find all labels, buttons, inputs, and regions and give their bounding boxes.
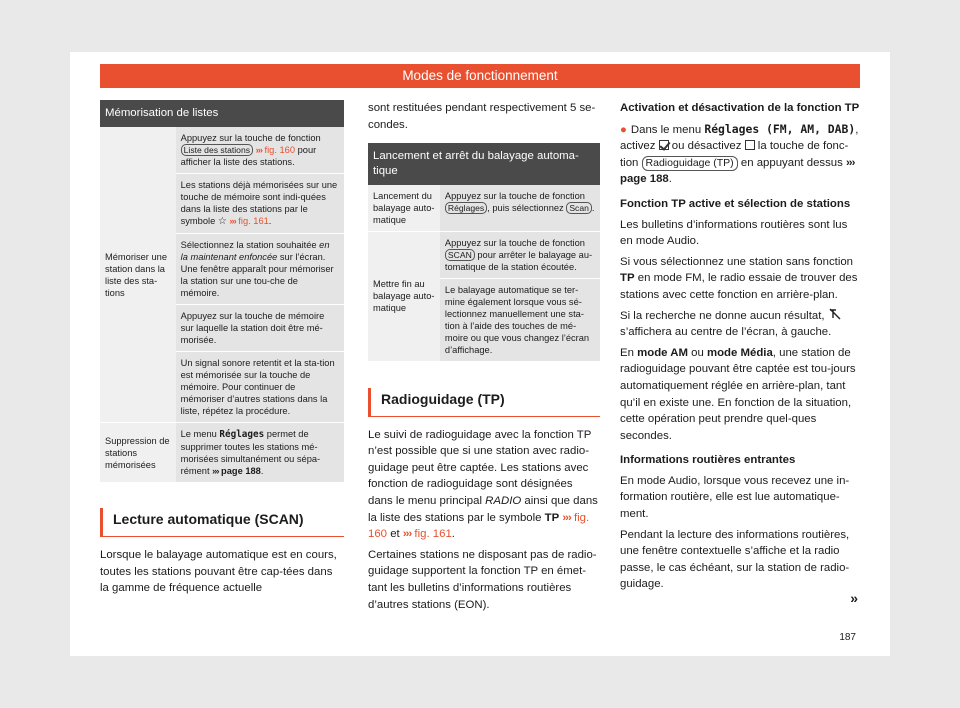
scan-button-icon: SCAN [445, 249, 475, 261]
column-left [100, 100, 344, 601]
scan-table [368, 143, 600, 362]
scan-heading: Lecture automatique (SCAN) [100, 508, 344, 537]
table-cell-step: Un signal sonore retentit et la sta-tion est mémorisée sur la touche de mémoire. Pour continuer de mémoriser d’autres stations dans la liste, répétez la procédure. [176, 352, 344, 423]
table-row-label: Suppression de stations mémorisées [100, 423, 176, 483]
table-cell-step: Sélectionnez la station souhaitée en la maintenant enfoncée sur l’écran. Une fenêtre apparaît pour mémoriser la station sur une tou-che de mémoire. [176, 234, 344, 305]
scan-key: Scan [566, 202, 592, 214]
continue-marker: » [850, 590, 858, 606]
heading-incoming: Informations routières entrantes [620, 454, 796, 467]
paragraph: Pendant la lecture des informations routières, une fenêtre contextuelle s’affiche et la radio passe, le cas échéant, sur la station de radio-guidage. [620, 528, 850, 591]
table-row-label: Mettre fin au balayage auto-matique [368, 232, 440, 362]
activation-bullet: ● Dans le menu Réglages (FM, AM, DAB), activez ou désactivez la touche de fonc-tion Radioguidage (TP) en appuyant dessus ››› page 188. [620, 121, 859, 186]
no-tp-icon [828, 308, 842, 320]
scan-paragraph: Lorsque le balayage automatique est en cours, toutes les stations pouvant être cap-tées dans la gamme de fréquence actuelle [100, 549, 337, 595]
tp-paragraph: Le suivi de radioguidage avec la fonction TP n’est possible que si une station avec radio-guidage peut être captée. Les stations avec fonction de radioguidage sont désignées dans le menu principal RADIO ainsi que dans la liste des stations par le symbole TP ››› fig. 160 et ››› fig. 161. [368, 428, 598, 541]
scan-paragraph-continued: sont restituées pendant respectivement 5 se-condes. [368, 102, 596, 131]
table-cell-step: Appuyez sur la touche de fonction Réglages , puis sélectionnez Scan . [440, 185, 600, 232]
list-memory-table [100, 100, 344, 482]
table-title: Lancement et arrêt du balayage automa-tique [368, 143, 600, 185]
table-cell-step: Les stations déjà mémorisées sur une touche de mémoire sont indi-quées dans la liste des stations par le symbole ☆ ››› fig. 161. [176, 174, 344, 234]
tp-key: Radioguidage (TP) [642, 156, 738, 171]
checkbox-empty-icon [745, 140, 755, 150]
table-cell-step: Le menu Réglages permet de supprimer toutes les stations mé-morisées simultanément ou sépa-rément ››› page 188. [176, 423, 344, 483]
paragraph: En mode AM ou mode Média, une station de radioguidage pouvant être captée est tou-jours automatiquement réglée en arrière-plan, tant qu’il en existe une. En fonction de la situation, cette opération peut prendre quel-ques secondes. [620, 346, 856, 442]
tp-paragraph-eon: Certaines stations ne disposant pas de radio-guidage supportent la fonction TP en émet-tant les bulletins d’informations routières d’autres stations (EON). [368, 548, 597, 611]
column-right [620, 100, 860, 597]
star-icon: ☆ [217, 216, 227, 227]
list-stations-key: Liste des stations [181, 144, 253, 156]
settings-key: Réglages [445, 202, 487, 214]
table-cell-step: Appuyez sur la touche de fonction SCAN pour arrêter le balayage au-tomatique de la station écoutée. [440, 232, 600, 279]
section-banner: Modes de fonctionnement [100, 64, 860, 88]
checkbox-checked-icon [659, 140, 669, 150]
paragraph: Les bulletins d’informations routières sont lus en mode Audio. [620, 218, 848, 248]
paragraph: En mode Audio, lorsque vous recevez une in-formation routière, elle est lue automatique-ment. [620, 474, 850, 521]
table-cell-step: Appuyez sur la touche de fonction Liste des stations ››› fig. 160 pour afficher la liste des stations. [176, 127, 344, 174]
table-cell-step: Appuyez sur la touche de mémoire sur laquelle la station doit être mé-morisée. [176, 305, 344, 352]
manual-page [70, 52, 890, 656]
tp-heading: Radioguidage (TP) [368, 388, 600, 417]
bullet-icon: ● [620, 123, 627, 136]
column-middle [368, 100, 600, 617]
page-number: 187 [839, 632, 856, 643]
table-row-label: Lancement du balayage auto-matique [368, 185, 440, 232]
table-row-label: Mémoriser une station dans la liste des sta-tions [100, 127, 176, 423]
heading-activation: Activation et désactivation de la fonction TP [620, 102, 860, 114]
table-title: Mémorisation de listes [100, 100, 344, 127]
paragraph: Si vous sélectionnez une station sans fonction TP en mode FM, le radio essaie de trouver des stations avec cette fonction en arrière-plan. [620, 255, 858, 301]
heading-tp-active: Fonction TP active et sélection de stations [620, 197, 851, 210]
table-cell-step: Le balayage automatique se ter-mine également lorsque vous sé-lectionnez manuellement une sta-tion à l’aide des touches de mé-moire ou que vous changez l’écran d’affichage. [440, 279, 600, 362]
paragraph: Si la recherche ne donne aucun résultat, s’affichera au centre de l’écran, à gauche. [620, 308, 860, 341]
